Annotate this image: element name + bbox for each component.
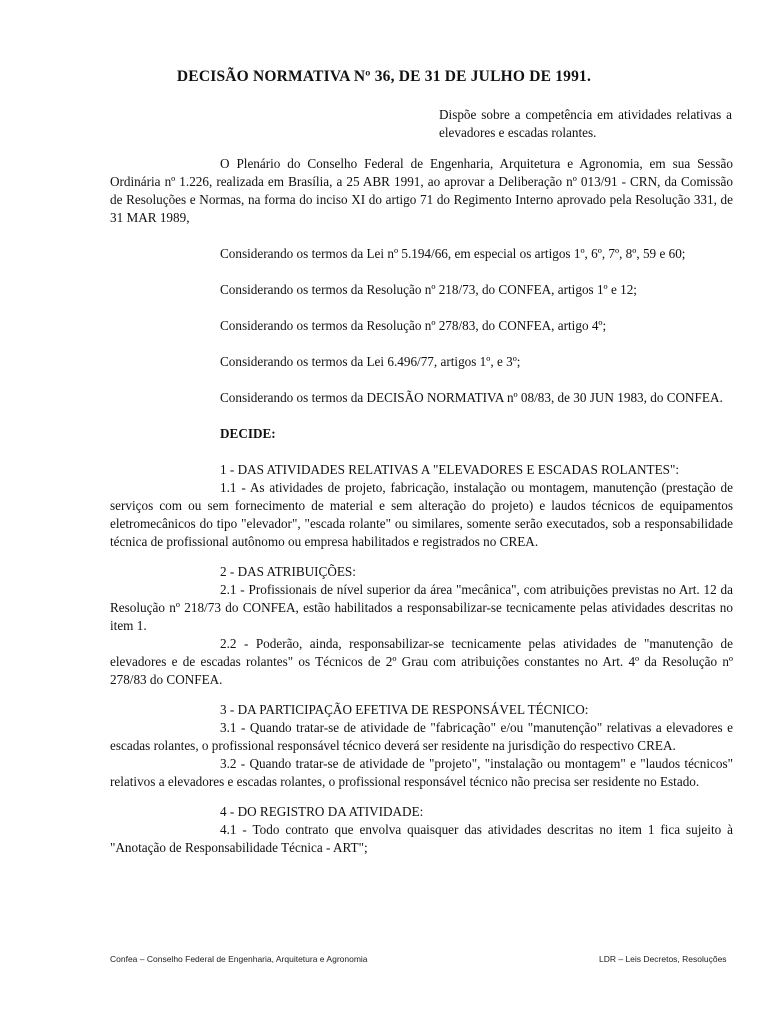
considerando-paragraph: Considerando os termos da DECISÃO NORMATIVA nº 08/83, de 30 JUN 1983, do CONFEA.	[220, 390, 723, 405]
considerando-paragraph: Considerando os termos da Resolução nº 218/73, do CONFEA, artigos 1º e 12;	[220, 282, 637, 297]
section-heading: 4 - DO REGISTRO DA ATIVIDADE:	[220, 804, 424, 819]
preamble-paragraph: O Plenário do Conselho Federal de Engenharia, Arquitetura e Agronomia, em sua Sessão Ordinária nº 1.226, realizada em Brasília, a 25 ABR 1991, ao aprovar a Deliberação nº 013/91 - CRN, da Comissão de Resoluções e Normas, na forma do inciso XI do artigo 71 do Regimento Interno aprovado pela Resolução 331, de 31 MAR 1989,	[110, 156, 733, 225]
section-heading: 1 - DAS ATIVIDADES RELATIVAS A "ELEVADORES E ESCADAS ROLANTES":	[220, 462, 680, 477]
section-item: 4.1 - Todo contrato que envolva quaisquer das atividades descritas no item 1 fica sujeito à "Anotação de Responsabilidade Técnica - ART";	[110, 822, 733, 855]
document-ementa: Dispõe sobre a competência em atividades relativas a elevadores e escadas rolantes.	[439, 107, 732, 140]
footer-right: LDR – Leis Decretos, Resoluções	[599, 954, 727, 964]
document-title: DECISÃO NORMATIVA Nº 36, DE 31 DE JULHO DE 1991.	[176, 68, 592, 85]
section-heading: 2 - DAS ATRIBUIÇÕES:	[220, 564, 356, 579]
considerando-paragraph: Considerando os termos da Lei 6.496/77, artigos 1º, e 3º;	[220, 354, 521, 369]
section-item: 2.1 - Profissionais de nível superior da área "mecânica", com atribuições previstas no Art. 12 da Resolução nº 218/73 do CONFEA, estão habilitados a responsabilizar-se tecnicamente pelas atividades descritas no item 1.	[110, 582, 733, 633]
section-item: 2.2 - Poderão, ainda, responsabilizar-se tecnicamente pelas atividades de "manutenção de elevadores e de escadas rolantes" os Técnicos de 2º Grau com atribuições constantes no Art. 4º da Resolução nº 278/83 do CONFEA.	[110, 636, 733, 687]
considerando-paragraph: Considerando os termos da Lei nº 5.194/66, em especial os artigos 1º, 6º, 7º, 8º, 59 e 60;	[220, 246, 686, 261]
section-item: 3.1 - Quando tratar-se de atividade de "fabricação" e/ou "manutenção" relativas a elevadores e escadas rolantes, o profissional responsável técnico deverá ser residente na jurisdição do respectivo CREA.	[110, 720, 733, 753]
section-heading: 3 - DA PARTICIPAÇÃO EFETIVA DE RESPONSÁVEL TÉCNICO:	[220, 702, 589, 717]
footer-left: Confea – Conselho Federal de Engenharia, Arquitetura e Agronomia	[110, 954, 368, 964]
section-item: 1.1 - As atividades de projeto, fabricação, instalação ou montagem, manutenção (prestação de serviços com ou sem fornecimento de material e sem alteração do projeto) e laudos técnicos de equipamentos eletromecânicos do tipo "elevador", "escada rolante" ou similares, somente serão executados, sob a responsabilidade técnica de profissional autônomo ou empresa habilitados e registrados no CREA.	[110, 480, 733, 549]
section-item: 3.2 - Quando tratar-se de atividade de "projeto", "instalação ou montagem" e "laudos técnicos" relativos a elevadores e escadas rolantes, o profissional responsável técnico não precisa ser residente no Estado.	[110, 756, 733, 789]
considerando-paragraph: Considerando os termos da Resolução nº 278/83, do CONFEA, artigo 4º;	[220, 318, 607, 333]
document-body	[110, 155, 733, 857]
decide-heading: DECIDE:	[220, 426, 276, 441]
